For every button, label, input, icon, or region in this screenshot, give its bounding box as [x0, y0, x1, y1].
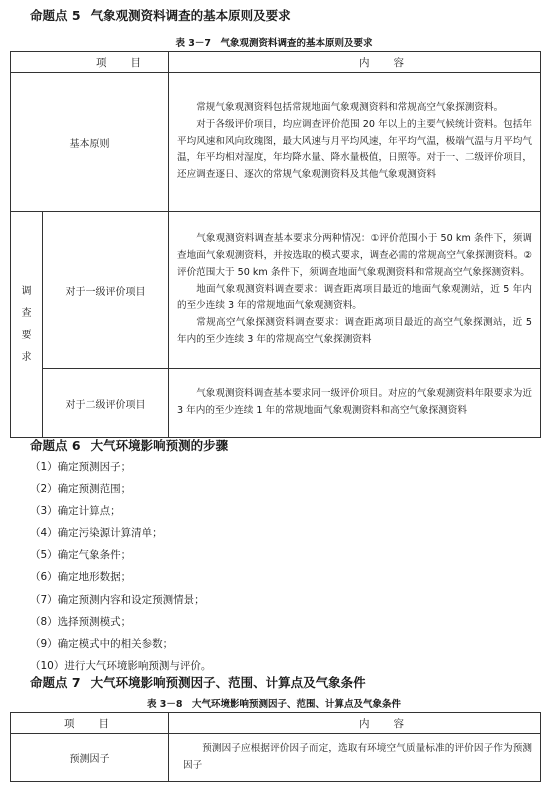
row-content-level-2: [169, 369, 541, 438]
table-3-8-header-content: 内 容: [169, 713, 541, 734]
row-label-level-2: 对于二级评价项目: [43, 369, 169, 438]
section-7-heading: [30, 673, 366, 691]
table-3-7-header-item: 项 目: [11, 52, 169, 73]
section-7-title: 大气环境影响预测因子、范围、计算点及气象条件: [90, 675, 366, 690]
group-label-char: 要: [21, 329, 32, 341]
list-item: （5）确定气象条件；: [30, 549, 132, 562]
row-label-prediction-factor: 预测因子: [11, 734, 169, 782]
row-label-level-1: 对于一级评价项目: [43, 212, 169, 369]
list-item: （10）进行大气环境影响预测与评价。: [30, 659, 212, 672]
section-6-number: 命题点 6: [30, 438, 81, 453]
group-label-survey-requirements: [11, 212, 43, 438]
list-item: （2）确定预测范围；: [30, 483, 132, 496]
list-item: （6）确定地形数据；: [30, 571, 132, 584]
table-row: [11, 212, 541, 369]
paragraph: 常规气象观测资料包括常规地面气象观测资料和常规高空气象探测资料。: [196, 102, 504, 113]
list-item: （4）确定污染源计算清单；: [30, 527, 163, 540]
row-content-basic-principles: [169, 73, 541, 212]
group-label-char: 求: [21, 351, 32, 363]
paragraph: 地面气象观测资料调查要求：调查距离项目最近的地面气象观测站，近 5 年内的至少连续 3 年的常规地面气象观测资料。: [177, 283, 532, 312]
section-5-title: 气象观测资料调查的基本原则及要求: [90, 8, 291, 23]
list-item: （8）选择预测模式；: [30, 615, 132, 628]
paragraph: 预测因子应根据评价因子而定，选取有环境空气质量标准的评价因子作为预测因子: [183, 742, 532, 771]
section-5-number: 命题点 5: [30, 8, 81, 23]
table-3-7: [10, 51, 541, 438]
table-row: [11, 73, 541, 212]
prediction-steps-list: [30, 456, 211, 677]
table-3-8: [10, 712, 541, 782]
table-3-8-caption: 表 3－8 大气环境影响预测因子、范围、计算点及气象条件: [146, 699, 402, 710]
table-row: [11, 734, 541, 782]
section-6-title: 大气环境影响预测的步骤: [90, 438, 229, 453]
group-label-char: 调: [21, 285, 32, 297]
table-3-8-header-item: 项 目: [11, 713, 169, 734]
row-content-level-1: [169, 212, 541, 369]
table-row: [11, 369, 541, 438]
list-item: （1）确定预测因子；: [30, 461, 132, 473]
list-item: （7）确定预测内容和设定预测情景；: [30, 593, 205, 606]
paragraph: 对于各级评价项目，均应调查评价范围 20 年以上的主要气候统计资料。包括年平均风速和风向玫瑰图，最大风速与月平均风速，年平均气温，极端气温与月平均气温，年平均相对湿度，年均降水量、降水量极值，日照等。对于一、二级评价项目，还应调查逐日、逐次的常规气象观测资料及其他气象观测资料: [177, 118, 532, 181]
paragraph: 常规高空气象探测资料调查要求：调查距离项目最近的高空气象探测站，近 5 年内的至少连续 3 年的常规高空气象探测资料: [177, 317, 532, 345]
row-label-basic-principles: 基本原则: [11, 73, 169, 212]
list-item: （9）确定模式中的相关参数；: [30, 637, 174, 650]
section-7-number: 命题点 7: [30, 675, 81, 690]
paragraph: 气象观测资料调查基本要求同一级评价项目。对应的气象观测资料年限要求为近 3 年内的至少连续 1 年的常规地面气象观测资料和高空气象探测资料: [177, 388, 532, 416]
paragraph: 气象观测资料调查基本要求分两种情况：①评价范围小于 50 km 条件下，须调查地面气象观测资料，并按选取的模式要求，调查必需的常规高空气象探测资料。②评价范围大于 50 km 条件下，须调查地面气象观测资料和常规高空气象探测资料。: [177, 233, 532, 278]
table-3-7-caption: 表 3－7 气象观测资料调查的基本原则及要求: [175, 38, 373, 49]
table-3-7-header-content: 内 容: [169, 52, 541, 73]
list-item: （3）确定计算点；: [30, 505, 121, 518]
row-content-prediction-factor: [169, 734, 541, 782]
section-6-heading: [30, 436, 228, 454]
group-label-char: 查: [21, 307, 32, 319]
section-5-heading: [30, 6, 291, 24]
